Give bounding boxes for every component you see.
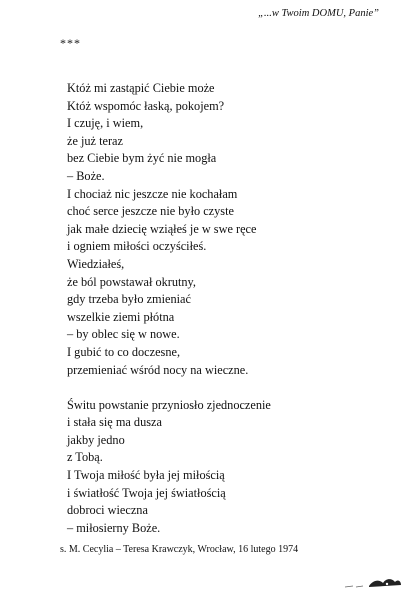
poem-stanza-2 bbox=[67, 397, 387, 538]
poem-line: bez Ciebie bym żyć nie mogła bbox=[67, 151, 217, 166]
poem-line: jakby jedno bbox=[67, 432, 125, 447]
stanza-gap bbox=[67, 379, 387, 397]
running-header: „...w Twoim DOMU, Panie” bbox=[258, 8, 379, 19]
poem bbox=[67, 80, 387, 537]
poem-line: Któż wspomóc łaską, pokojem? bbox=[67, 98, 225, 113]
poem-line: dobroci wieczna bbox=[67, 503, 148, 518]
poem-line: I Twoja miłość była jej miłością bbox=[67, 468, 225, 483]
poem-line: gdy trzeba było zmieniać bbox=[67, 292, 191, 307]
poem-line: – miłosierny Boże. bbox=[67, 520, 161, 535]
poem-line: i stała się ma dusza bbox=[67, 415, 162, 430]
poem-line: i światłość Twoja jej światłością bbox=[67, 485, 226, 500]
poem-line: Świtu powstanie przyniosło zjednoczenie bbox=[67, 397, 271, 412]
page-corner-ornament bbox=[343, 575, 403, 589]
poem-line: I chociaż nic jeszcze nie kochałam bbox=[67, 186, 238, 201]
poem-line: że ból powstawał okrutny, bbox=[67, 274, 196, 289]
poem-line: wszelkie ziemi płótna bbox=[67, 309, 175, 324]
poem-line: jak małe dziecię wziąłeś je w swe ręce bbox=[67, 221, 257, 236]
poem-line: – Boże. bbox=[67, 168, 105, 183]
poem-line: i ogniem miłości oczyściłeś. bbox=[67, 239, 207, 254]
poem-line: choć serce jeszcze nie było czyste bbox=[67, 204, 234, 219]
footer-attribution: s. M. Cecylia – Teresa Krawczyk, Wrocław, 16 lutego 1974 bbox=[60, 544, 299, 555]
poem-line: – by oblec się w nowe. bbox=[67, 327, 180, 342]
poem-line: że już teraz bbox=[67, 133, 123, 148]
poem-stanza-1 bbox=[67, 80, 387, 379]
poem-line: przemieniać wśród nocy na wieczne. bbox=[67, 362, 249, 377]
poem-line: I czuję, i wiem, bbox=[67, 116, 144, 131]
section-mark: *** bbox=[60, 36, 81, 50]
poem-line: Któż mi zastąpić Ciebie może bbox=[67, 81, 215, 95]
poem-line: Wiedziałeś, bbox=[67, 256, 125, 271]
poem-line: I gubić to co doczesne, bbox=[67, 344, 181, 359]
poem-line: z Tobą. bbox=[67, 450, 103, 465]
